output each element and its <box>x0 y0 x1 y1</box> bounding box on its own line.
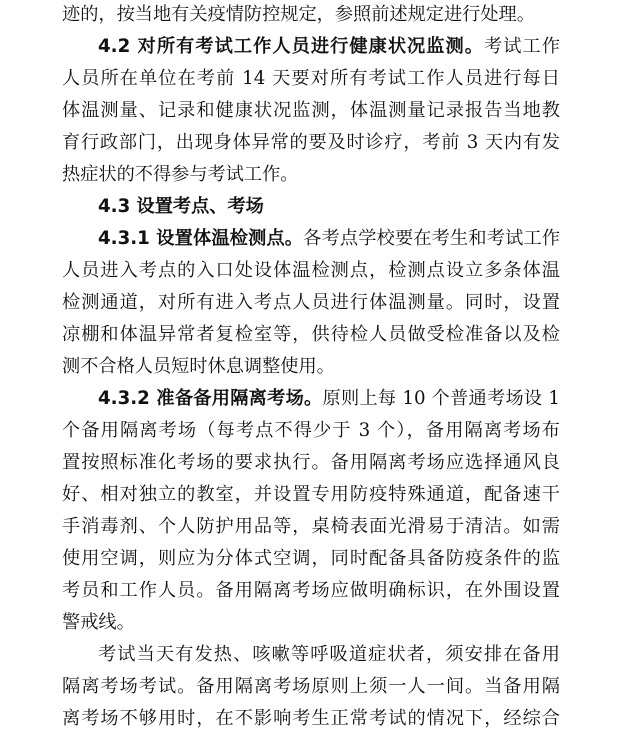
section-4-3-1-line-3: 检测通道，对所有进入考点人员进行体温测量。同时，设置 <box>62 292 560 313</box>
section-4-3-2-line-5: 手消毒剂、个人防护用品等，桌椅表面光滑易于清洁。如需 <box>62 516 560 537</box>
section-4-3-2-line-4: 好、相对独立的教室，并设置专用防疫特殊通道，配备速干 <box>62 484 560 505</box>
section-4-3-heading: 4.3 设置考点、考场 <box>98 196 264 217</box>
exam-day-paragraph-line-2: 隔离考场考试。备用隔离考场原则上须一人一间。当备用隔 <box>62 676 560 697</box>
section-4-3-1-line-2: 人员进入考点的入口处设体温检测点，检测点设立多条体温 <box>62 260 560 281</box>
section-4-3-2-line-6: 使用空调，则应为分体式空调，同时配备具备防疫条件的监 <box>62 548 560 569</box>
section-4-3-1-line-4: 凉棚和体温异常者复检室等，供待检人员做受检准备以及检 <box>62 324 560 345</box>
section-4-3-2-line-1-text: 原则上每 10 个普通考场设 1 <box>322 388 560 409</box>
section-4-3-1-heading: 4.3.1 设置体温检测点。 <box>98 228 304 249</box>
exam-day-paragraph-line-1: 考试当天有发热、咳嗽等呼吸道症状者，须安排在备用 <box>98 644 560 665</box>
section-4-3-1-line-1 <box>98 224 560 254</box>
section-4-2-line-3: 体温测量、记录和健康状况监测，体温测量记录报告当地教 <box>62 100 560 121</box>
section-4-2-heading: 4.2 对所有考试工作人员进行健康状况监测。 <box>98 36 485 57</box>
section-4-3-2-line-3: 置按照标准化考场的要求执行。备用隔离考场应选择通风良 <box>62 452 560 473</box>
section-4-2-line-4: 育行政部门，出现身体异常的要及时诊疗，考前 3 天内有发 <box>62 132 560 153</box>
section-4-3-2-heading: 4.3.2 准备备用隔离考场。 <box>98 388 323 409</box>
paragraph-4-1-tail-line-1: 迹的，按当地有关疫情防控规定，参照前述规定进行处理。 <box>62 4 535 25</box>
section-4-3-2-line-8: 警戒线。 <box>62 612 135 633</box>
section-4-3-2-line-1 <box>98 384 560 414</box>
section-4-3-2-line-7: 考员和工作人员。备用隔离考场应做明确标识，在外围设置 <box>62 580 560 601</box>
section-4-3-2-line-2: 个备用隔离考场（每考点不得少于 3 个），备用隔离考场布 <box>62 420 560 441</box>
section-4-3-1-line-1-text: 各考点学校要在考生和考试工作 <box>303 228 560 249</box>
section-4-2-line-1 <box>98 32 560 62</box>
exam-day-paragraph-line-3: 离考场不够用时，在不影响考生正常考试的情况下，经综合 <box>62 708 560 729</box>
section-4-2-line-5: 热症状的不得参与考试工作。 <box>62 164 299 185</box>
section-4-2-line-2: 人员所在单位在考前 14 天要对所有考试工作人员进行每日 <box>62 68 560 89</box>
section-4-2-line-1-text: 考试工作 <box>484 36 560 57</box>
section-4-3-1-line-5: 测不合格人员短时休息调整使用。 <box>62 356 335 377</box>
